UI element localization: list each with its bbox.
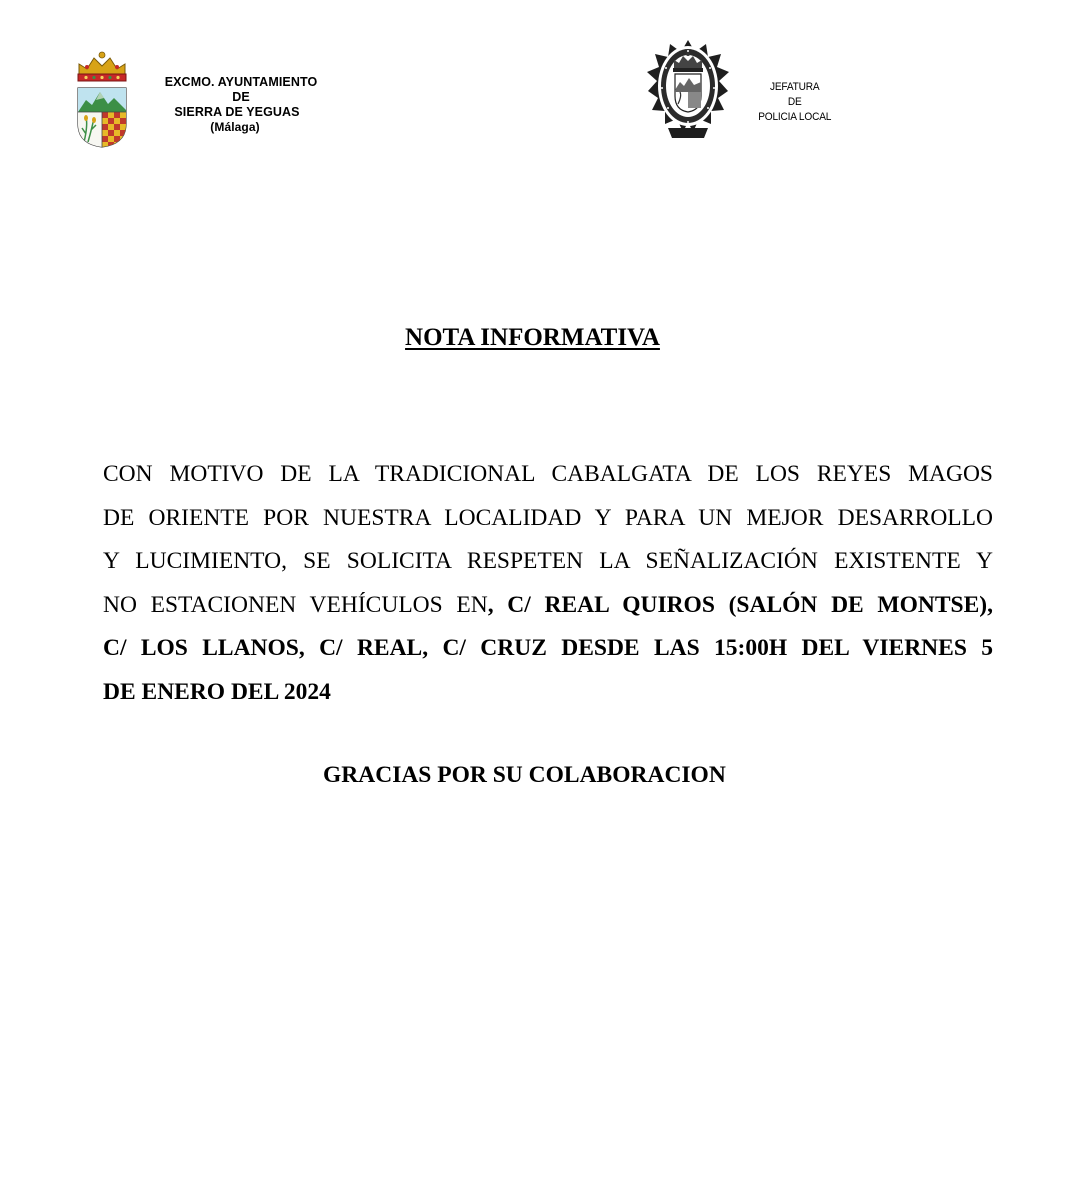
municipality-name-block [150, 75, 332, 135]
notice-body-line-1: CON MOTIVO DE LA TRADICIONAL CABALGATA DE LOS REYES MAGOS [103, 461, 993, 487]
notice-body-line-4 [103, 584, 993, 628]
notice-body [103, 453, 993, 714]
notice-body-line-3: Y LUCIMIENTO, SE SOLICITA RESPETEN LA SEÑALIZACIÓN EXISTENTE Y [103, 548, 993, 574]
police-line-1: JEFATURA [769, 81, 820, 93]
notice-body-line-4-streets: , C/ REAL QUIROS (SALÓN DE MONTSE), [487, 591, 993, 618]
police-line-3: POLICIA LOCAL [758, 111, 832, 123]
notice-body-line-5: C/ LOS LLANOS, C/ REAL, C/ CRUZ DESDE LAS 15:00H DEL VIERNES 5 [103, 635, 993, 661]
notice-body-line-2: DE ORIENTE POR NUESTRA LOCALIDAD Y PARA UN MEJOR DESARROLLO [103, 504, 993, 531]
police-badge-icon [646, 38, 730, 144]
police-department-block [757, 80, 832, 125]
police-line-2: DE [787, 96, 802, 108]
municipality-line-1: EXCMO. AYUNTAMIENTO [164, 75, 318, 89]
notice-title [0, 323, 1065, 353]
notice-title-text: NOTA INFORMATIVA [405, 324, 660, 351]
notice-body-line-4-normal: NO ESTACIONEN VEHÍCULOS EN [103, 591, 488, 618]
notice-thanks: GRACIAS POR SU COLABORACION [323, 762, 726, 788]
notice-body-line-6: DE ENERO DEL 2024 [103, 678, 331, 705]
municipal-coat-of-arms-icon [74, 50, 130, 150]
municipality-line-3: SIERRA DE YEGUAS [174, 105, 300, 119]
municipality-line-2: DE [232, 90, 250, 104]
municipality-province: (Málaga) [210, 120, 260, 134]
